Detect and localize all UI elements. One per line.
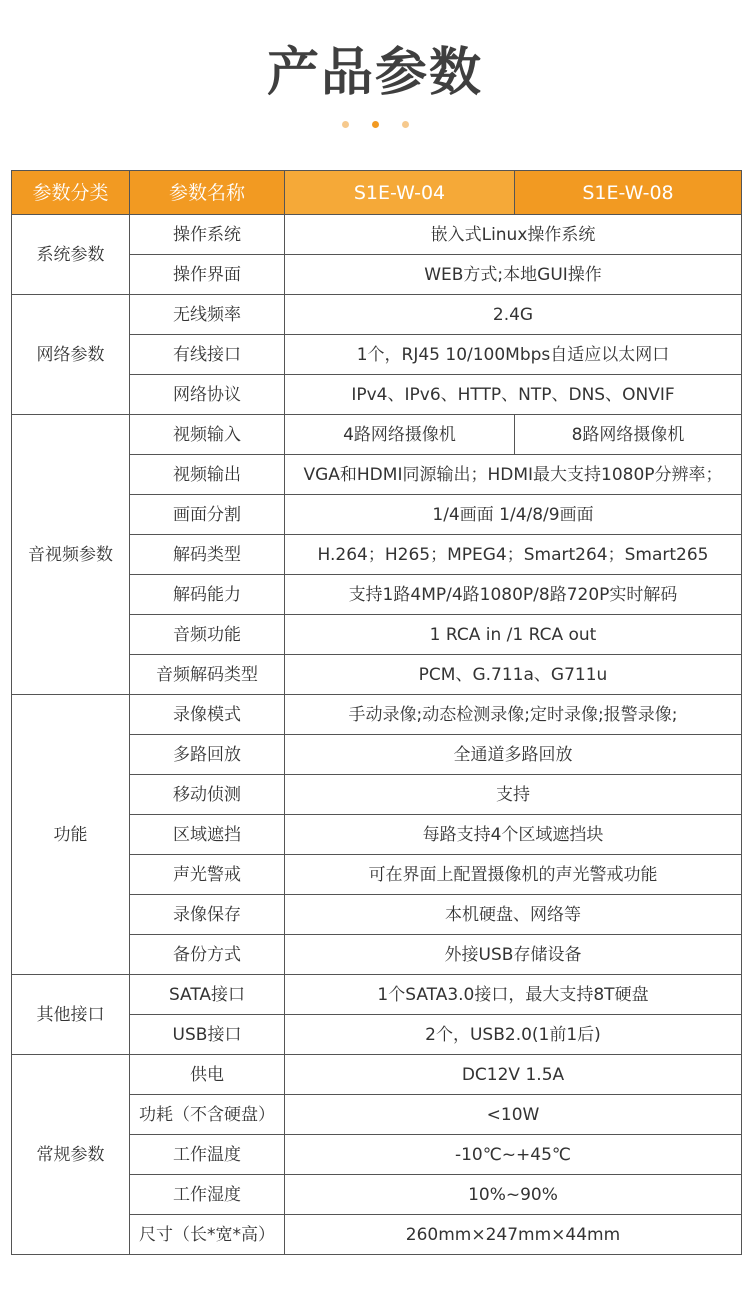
param-value-cell: 每路支持4个区域遮挡块 — [285, 815, 742, 855]
param-name-cell: 移动侦测 — [130, 775, 285, 815]
category-cell: 功能 — [12, 695, 130, 975]
param-value-cell: <10W — [285, 1095, 742, 1135]
param-name-cell: 工作温度 — [130, 1135, 285, 1175]
param-value-cell: 可在界面上配置摄像机的声光警戒功能 — [285, 855, 742, 895]
param-value-cell: 10%~90% — [285, 1175, 742, 1215]
decor-dot-right — [402, 121, 409, 128]
table-header-row — [12, 171, 742, 215]
param-name-cell: 尺寸（长*宽*高） — [130, 1215, 285, 1255]
param-value-cell: 1个，RJ45 10/100Mbps自适应以太网口 — [285, 335, 742, 375]
param-name-cell: 工作湿度 — [130, 1175, 285, 1215]
param-value-cell: 260mm×247mm×44mm — [285, 1215, 742, 1255]
param-name-cell: 多路回放 — [130, 735, 285, 775]
decor-dot-left — [342, 121, 349, 128]
param-name-cell: 声光警戒 — [130, 855, 285, 895]
table-row — [12, 975, 742, 1015]
param-value-cell: 手动录像;动态检测录像;定时录像;报警录像; — [285, 695, 742, 735]
param-name-cell: 网络协议 — [130, 375, 285, 415]
decor-dot-center — [372, 121, 379, 128]
category-cell: 音视频参数 — [12, 415, 130, 695]
table-row — [12, 695, 742, 735]
param-name-cell: 有线接口 — [130, 335, 285, 375]
header-model-1: S1E-W-04 — [285, 171, 515, 215]
param-name-cell: 录像模式 — [130, 695, 285, 735]
param-name-cell: 解码类型 — [130, 535, 285, 575]
param-value-cell: VGA和HDMI同源输出；HDMI最大支持1080P分辨率； — [285, 455, 742, 495]
param-value-cell: 全通道多路回放 — [285, 735, 742, 775]
param-name-cell: 备份方式 — [130, 935, 285, 975]
param-value-cell: WEB方式;本地GUI操作 — [285, 255, 742, 295]
table-row — [12, 295, 742, 335]
param-value-cell: 嵌入式Linux操作系统 — [285, 215, 742, 255]
param-value-cell: H.264；H265；MPEG4；Smart264；Smart265 — [285, 535, 742, 575]
category-cell: 网络参数 — [12, 295, 130, 415]
param-name-cell: 解码能力 — [130, 575, 285, 615]
title-dots-decoration — [0, 121, 750, 129]
header-model-2: S1E-W-08 — [515, 171, 742, 215]
header-category: 参数分类 — [12, 171, 130, 215]
param-name-cell: USB接口 — [130, 1015, 285, 1055]
param-value-cell: 1/4画面 1/4/8/9画面 — [285, 495, 742, 535]
param-name-cell: 操作系统 — [130, 215, 285, 255]
category-cell: 常规参数 — [12, 1055, 130, 1255]
param-value-cell: 支持 — [285, 775, 742, 815]
param-name-cell: 供电 — [130, 1055, 285, 1095]
param-value-cell: 1 RCA in /1 RCA out — [285, 615, 742, 655]
param-name-cell: 录像保存 — [130, 895, 285, 935]
category-cell: 系统参数 — [12, 215, 130, 295]
param-name-cell: 功耗（不含硬盘） — [130, 1095, 285, 1135]
spec-table — [11, 170, 742, 1255]
param-value-cell: 外接USB存储设备 — [285, 935, 742, 975]
param-value-cell: 2.4G — [285, 295, 742, 335]
param-value-cell: -10℃~+45℃ — [285, 1135, 742, 1175]
param-value-cell: DC12V 1.5A — [285, 1055, 742, 1095]
table-row — [12, 415, 742, 455]
header-name: 参数名称 — [130, 171, 285, 215]
param-name-cell: 操作界面 — [130, 255, 285, 295]
param-value-cell: IPv4、IPv6、HTTP、NTP、DNS、ONVIF — [285, 375, 742, 415]
param-value-cell: 本机硬盘、网络等 — [285, 895, 742, 935]
param-name-cell: SATA接口 — [130, 975, 285, 1015]
param-name-cell: 画面分割 — [130, 495, 285, 535]
category-cell: 其他接口 — [12, 975, 130, 1055]
param-value-model-1: 4路网络摄像机 — [285, 415, 515, 455]
param-name-cell: 音频解码类型 — [130, 655, 285, 695]
param-name-cell: 区域遮挡 — [130, 815, 285, 855]
page-title: 产品参数 — [266, 43, 483, 103]
param-value-cell: PCM、G.711a、G711u — [285, 655, 742, 695]
param-name-cell: 音频功能 — [130, 615, 285, 655]
param-name-cell: 视频输出 — [130, 455, 285, 495]
param-name-cell: 视频输入 — [130, 415, 285, 455]
spec-table-body — [12, 215, 742, 1255]
param-name-cell: 无线频率 — [130, 295, 285, 335]
param-value-cell: 支持1路4MP/4路1080P/8路720P实时解码 — [285, 575, 742, 615]
param-value-cell: 2个，USB2.0(1前1后) — [285, 1015, 742, 1055]
table-row — [12, 1055, 742, 1095]
param-value-cell: 1个SATA3.0接口，最大支持8T硬盘 — [285, 975, 742, 1015]
param-value-model-2: 8路网络摄像机 — [515, 415, 742, 455]
table-row — [12, 215, 742, 255]
